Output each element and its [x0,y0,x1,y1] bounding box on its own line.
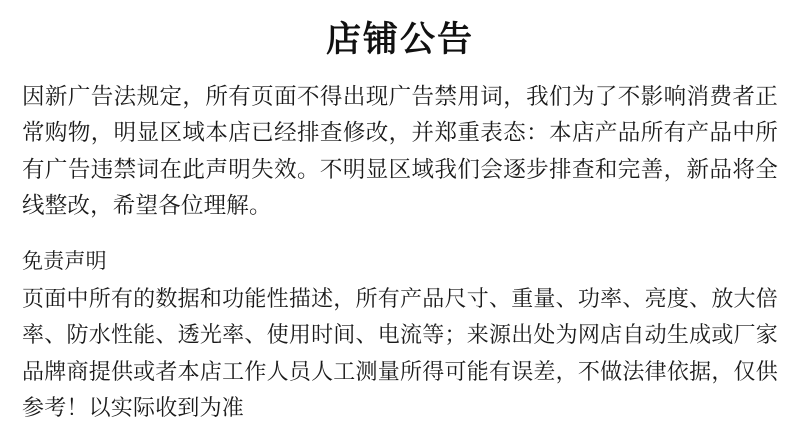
announcement-body [22,79,778,427]
announcement-paragraph: 因新广告法规定，所有页面不得出现广告禁用词，我们为了不影响消费者正常购物，明显区域本店已经排查修改，并郑重表态：本店产品所有产品中所有广告违禁词在此声明失效。不明显区域我们会逐步排查和完善，新品将全线整改，希望各位理解。 [22,84,778,220]
page-title: 店铺公告 [325,20,474,60]
disclaimer-paragraph: 页面中所有的数据和功能性描述，所有产品尺寸、重量、功率、亮度、放大倍率、防水性能、透光率、使用时间、电流等；来源出处为网店自动生成或厂家品牌商提供或者本店工作人员人工测量所得可能有误差，不做法律依据，仅供参考！以实际收到为准 [22,287,778,421]
disclaimer-heading: 免责声明 [22,248,107,273]
